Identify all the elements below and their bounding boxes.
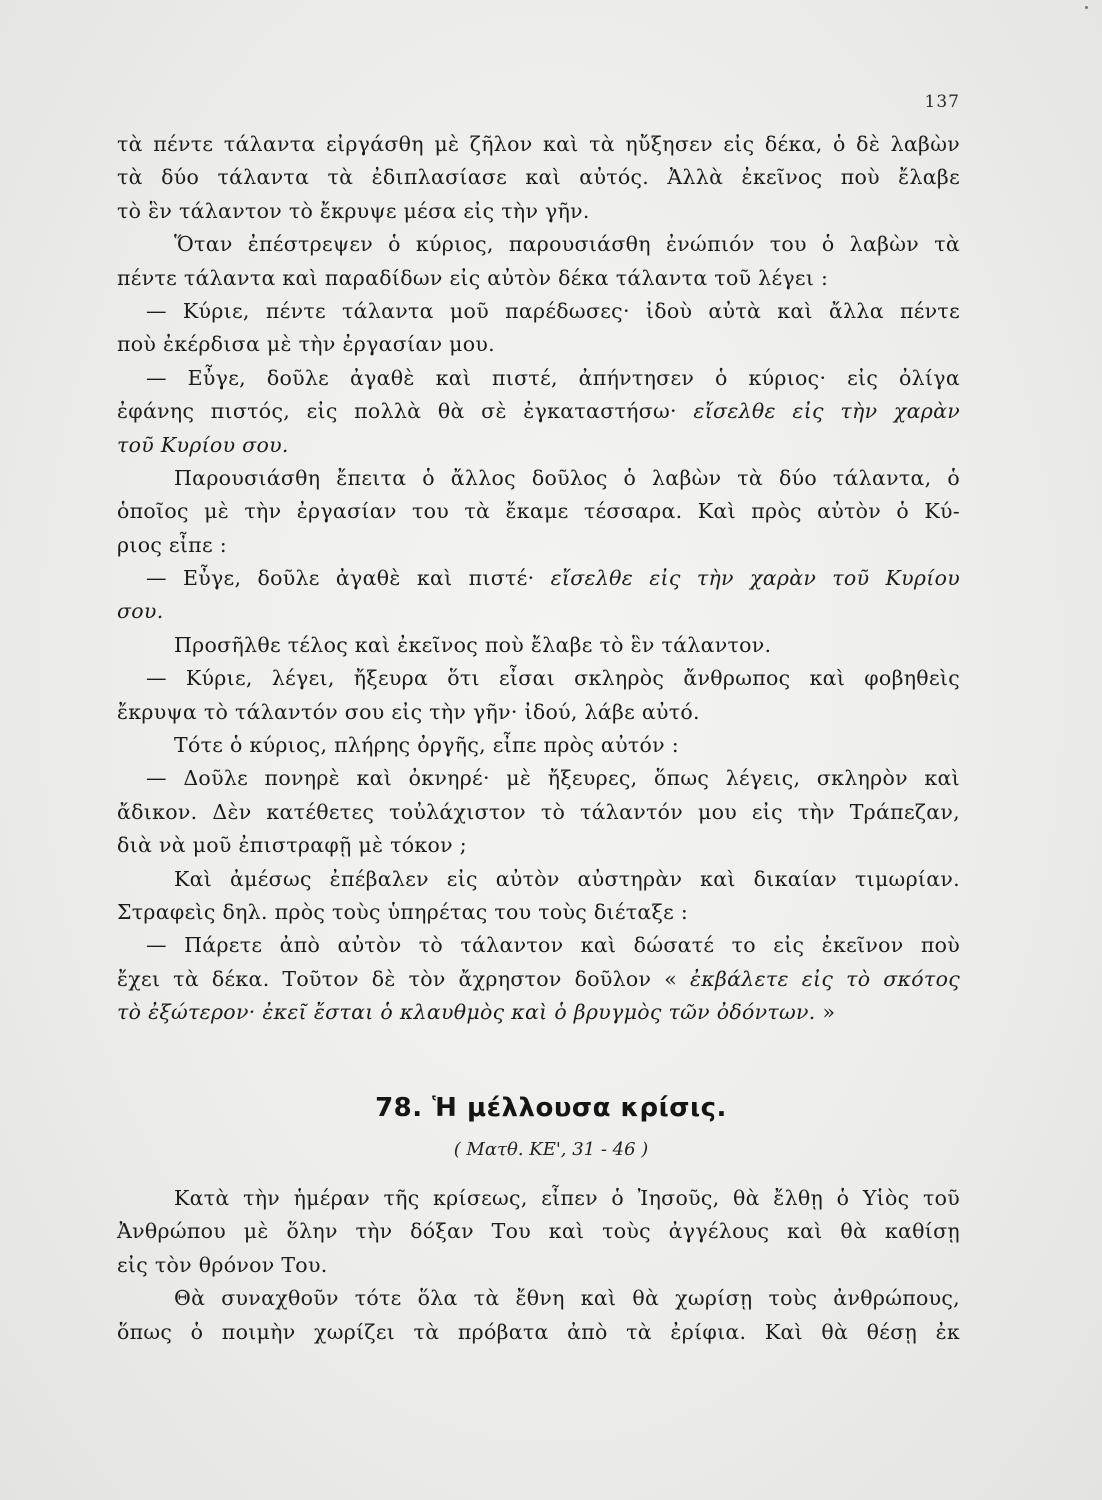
judgment-text-block bbox=[117, 1182, 960, 1349]
text-line: — Κύριε, λέγει, ἤξευρα ὅτι εἶσαι σκληρὸς ἄνθρωπος καὶ φοβηθεὶς bbox=[146, 666, 960, 691]
text-line: τὰ πέντε τάλαντα εἰργάσθη μὲ ζῆλον καὶ τὰ ηὔξησεν εἰς δέκα, ὁ δὲ λαβὼν bbox=[117, 132, 960, 156]
text-line: ἐφάνης πιστός, εἰς πολλὰ θὰ σὲ ἐγκαταστήσω· εἴσελθε εἰς τὴν χαρὰν bbox=[117, 399, 961, 424]
text-line bbox=[117, 595, 960, 628]
quoted-scripture: εἴσελθε εἰς τὴν χαρὰν τοῦ Κυρίου bbox=[550, 566, 960, 591]
quoted-scripture: εἴσελθε εἰς τὴν χαρὰν bbox=[693, 399, 961, 424]
text-line: Θὰ συναχθοῦν τότε ὅλα τὰ ἔθνη καὶ θὰ χωρίσῃ τοὺς ἀνθρώπους, bbox=[174, 1286, 960, 1311]
page-number: 137 bbox=[924, 92, 960, 112]
text-line: εἰς τὸν θρόνον Του. bbox=[117, 1252, 328, 1277]
text-line: Ὅταν ἐπέστρεψεν ὁ κύριος, παρουσιάσθη ἐνώπιόν του ὁ λαβὼν τὰ bbox=[174, 232, 960, 257]
text-line: Παρουσιάσθη ἔπειτα ὁ ἄλλος δοῦλος ὁ λαβὼν τὰ δύο τάλαντα, ὁ bbox=[174, 465, 960, 490]
text-line: ποὺ ἐκέρδισα μὲ τὴν ἐργασίαν μου. bbox=[117, 332, 495, 357]
text-line: τὸ ἓν τάλαντον τὸ ἔκρυψε μέσα εἰς τὴν γῆν. bbox=[117, 198, 590, 223]
text-line: — Κύριε, πέντε τάλαντα μοῦ παρέδωσες· ἰδοὺ αὐτὰ καὶ ἄλλα πέντε bbox=[146, 298, 960, 323]
text-line: — Εὖγε, δοῦλε ἀγαθὲ καὶ πιστέ· εἴσελθε εἰς τὴν χαρὰν τοῦ Κυρίου bbox=[146, 566, 960, 591]
text-line: πέντε τάλαντα καὶ παραδίδων εἰς αὐτὸν δέκα τάλαντα τοῦ λέγει : bbox=[117, 265, 829, 290]
section-heading: 78. Ἡ μέλλουσα κρίσις. bbox=[375, 1093, 727, 1123]
text-line: Καὶ ἀμέσως ἐπέβαλεν εἰς αὐτὸν αὐστηρὰν καὶ δικαίαν τιμωρίαν. bbox=[174, 866, 960, 891]
quoted-scripture: τὸ ἐξώτερον· ἐκεῖ ἔσται ὁ κλαυθμὸς καὶ ὁ βρυγμὸς τῶν ὀδόντων. bbox=[117, 1000, 816, 1025]
text-line: Κατὰ τὴν ἡμέραν τῆς κρίσεως, εἶπεν ὁ Ἰησοῦς, θὰ ἔλθῃ ὁ Υἱὸς τοῦ bbox=[174, 1186, 960, 1210]
text-line: ὅπως ὁ ποιμὴν χωρίζει τὰ πρόβατα ἀπὸ τὰ ἐρίφια. Καὶ θὰ θέσῃ ἐκ bbox=[117, 1319, 960, 1344]
text-line: ριος εἶπε : bbox=[117, 532, 227, 557]
text-line: — Πάρετε ἀπὸ αὐτὸν τὸ τάλαντον καὶ δώσατέ το εἰς ἐκεῖνον ποὺ bbox=[146, 933, 960, 958]
text-line: τὸ ἐξώτερον· ἐκεῖ ἔσται ὁ κλαυθμὸς καὶ ὁ βρυγμὸς τῶν ὀδόντων. » bbox=[117, 1000, 836, 1025]
text-line: ἄδικον. Δὲν κατέθετες τοὐλάχιστον τὸ τάλαντόν μου εἰς τὴν Τράπεζαν, bbox=[117, 799, 960, 824]
quoted-scripture: τοῦ Κυρίου σου. bbox=[117, 432, 289, 457]
scan-speck bbox=[1085, 6, 1088, 9]
text-line: Τότε ὁ κύριος, πλήρης ὀργῆς, εἶπε πρὸς αὐτόν : bbox=[174, 733, 679, 758]
text-line bbox=[117, 429, 960, 462]
text-line: — Εὖγε, δοῦλε ἀγαθὲ καὶ πιστέ, ἀπήντησεν ὁ κύριος· εἰς ὀλίγα bbox=[146, 365, 960, 390]
scripture-reference: ( Ματθ. ΚΕ', 31 - 46 ) bbox=[453, 1139, 649, 1160]
text-line: ἔχει τὰ δέκα. Τοῦτον δὲ τὸν ἄχρηστον δοῦλον « ἐκβάλετε εἰς τὸ σκότος bbox=[117, 966, 960, 991]
text-line: Ἀνθρώπου μὲ ὅλην τὴν δόξαν Του καὶ τοὺς ἀγγέλους καὶ θὰ καθίσῃ bbox=[117, 1219, 960, 1244]
text-line: Στραφεὶς δηλ. πρὸς τοὺς ὑπηρέτας του τοὺς διέταξε : bbox=[117, 899, 689, 924]
quoted-scripture: ἐκβάλετε εἰς τὸ σκότος bbox=[689, 966, 960, 991]
text-line: ὁποῖος μὲ τὴν ἐργασίαν του τὰ ἔκαμε τέσσαρα. Καὶ πρὸς αὐτὸν ὁ Κύ- bbox=[117, 499, 960, 524]
text-line: τὰ δύο τάλαντα τὰ ἐδιπλασίασε καὶ αὐτός. Ἀλλὰ ἐκεῖνος ποὺ ἔλαβε bbox=[117, 165, 960, 190]
text-line: ἔκρυψα τὸ τάλαντόν σου εἰς τὴν γῆν· ἰδού, λάβε αὐτό. bbox=[117, 699, 700, 724]
parable-text-block bbox=[117, 128, 960, 1030]
quoted-scripture: σου. bbox=[117, 599, 164, 624]
text-line: διὰ νὰ μοῦ ἐπιστραφῇ μὲ τόκον ; bbox=[117, 833, 467, 858]
text-line: Προσῆλθε τέλος καὶ ἐκεῖνος ποὺ ἔλαβε τὸ ἓν τάλαντον. bbox=[174, 632, 772, 657]
text-line: — Δοῦλε πονηρὲ καὶ ὀκνηρέ· μὲ ἤξευρες, ὅπως λέγεις, σκληρὸν καὶ bbox=[146, 766, 960, 791]
